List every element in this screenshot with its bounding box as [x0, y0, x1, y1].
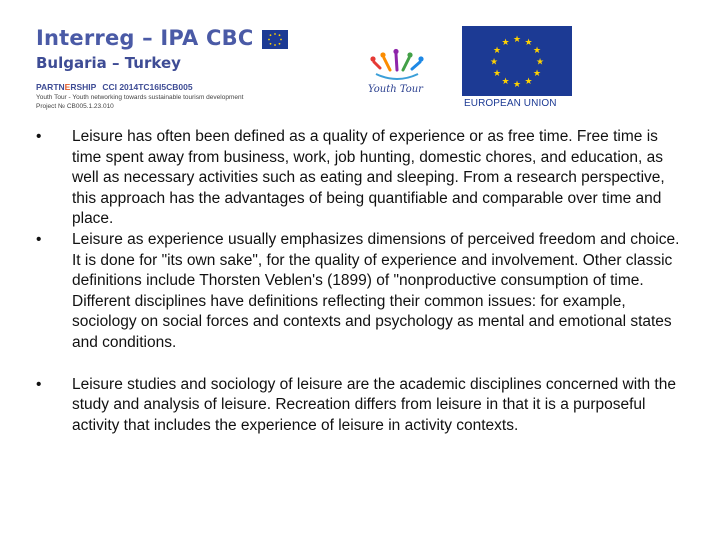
- bullet-dot: •: [36, 230, 42, 248]
- project-number: Project № CB005.1.23.010: [36, 103, 114, 110]
- partnership-code: CCI 2014TC16I5CB005: [102, 82, 193, 92]
- svg-text:★: ★: [492, 46, 502, 56]
- partnership-text-post: RSHIP: [70, 82, 97, 92]
- youth-tour-text: Youth Tour: [368, 84, 423, 95]
- svg-text:★: ★: [524, 77, 533, 87]
- interreg-subtitle: Bulgaria – Turkey: [36, 54, 181, 72]
- partnership-line: [36, 82, 193, 92]
- svg-text:★: ★: [532, 69, 542, 79]
- project-title: Youth Tour - Youth networking towards sustainable tourism development: [36, 94, 244, 101]
- svg-text:★: ★: [492, 69, 502, 79]
- svg-text:★: ★: [501, 38, 510, 48]
- svg-text:★: ★: [535, 57, 545, 68]
- eu-flag-icon: [462, 26, 572, 96]
- svg-text:★: ★: [512, 80, 522, 90]
- bullet-text: Leisure has often been defined as a quality of experience or as free time. Free time is time spent away from business, work, job hunting, domestic chores, and education, as well as necessary activities such as eating and sleeping. From a research perspective, this approach has the advantages of being quantifiable and comparable over time and place.: [72, 128, 665, 228]
- interreg-logo: [36, 26, 336, 116]
- partnership-text-pre: PARTN: [36, 82, 65, 92]
- partnership-text-mid: E: [64, 82, 71, 92]
- header-logos: [0, 0, 720, 118]
- eu-label: EUROPEAN UNION: [464, 98, 557, 109]
- svg-text:★: ★: [524, 38, 533, 48]
- eu-flag-small-icon: [262, 30, 288, 49]
- bullet-list: [36, 127, 686, 436]
- eu-logo: [462, 26, 572, 110]
- interreg-title: Interreg – IPA CBC: [36, 26, 254, 50]
- list-item: [36, 375, 686, 437]
- bullet-text: Leisure studies and sociology of leisure are the academic disciplines concerned with the study and analysis of leisure. Recreation differs from leisure in that it is a purposeful activity that includes the experience of leisure in activity contexts.: [72, 375, 676, 434]
- svg-text:★: ★: [501, 77, 510, 87]
- list-item: [36, 127, 686, 230]
- svg-text:★: ★: [532, 46, 542, 56]
- svg-text:★: ★: [512, 35, 522, 45]
- bullet-text: Leisure as experience usually emphasizes dimensions of perceived freedom and choice. It is done for "its own sake", for the quality of experience and involvement. Other classic definitions include Thorsten Veblen's (1899) of "nonproductive consumption of time. Different disciplines have definitions reflecting their common issues: for example, sociology on social forces and contexts and psychology as mental and emotional states and conditions.: [72, 230, 680, 351]
- list-item: [36, 230, 686, 354]
- svg-text:★: ★: [489, 57, 499, 68]
- bullet-dot: •: [36, 128, 42, 145]
- bullet-dot: •: [36, 375, 42, 393]
